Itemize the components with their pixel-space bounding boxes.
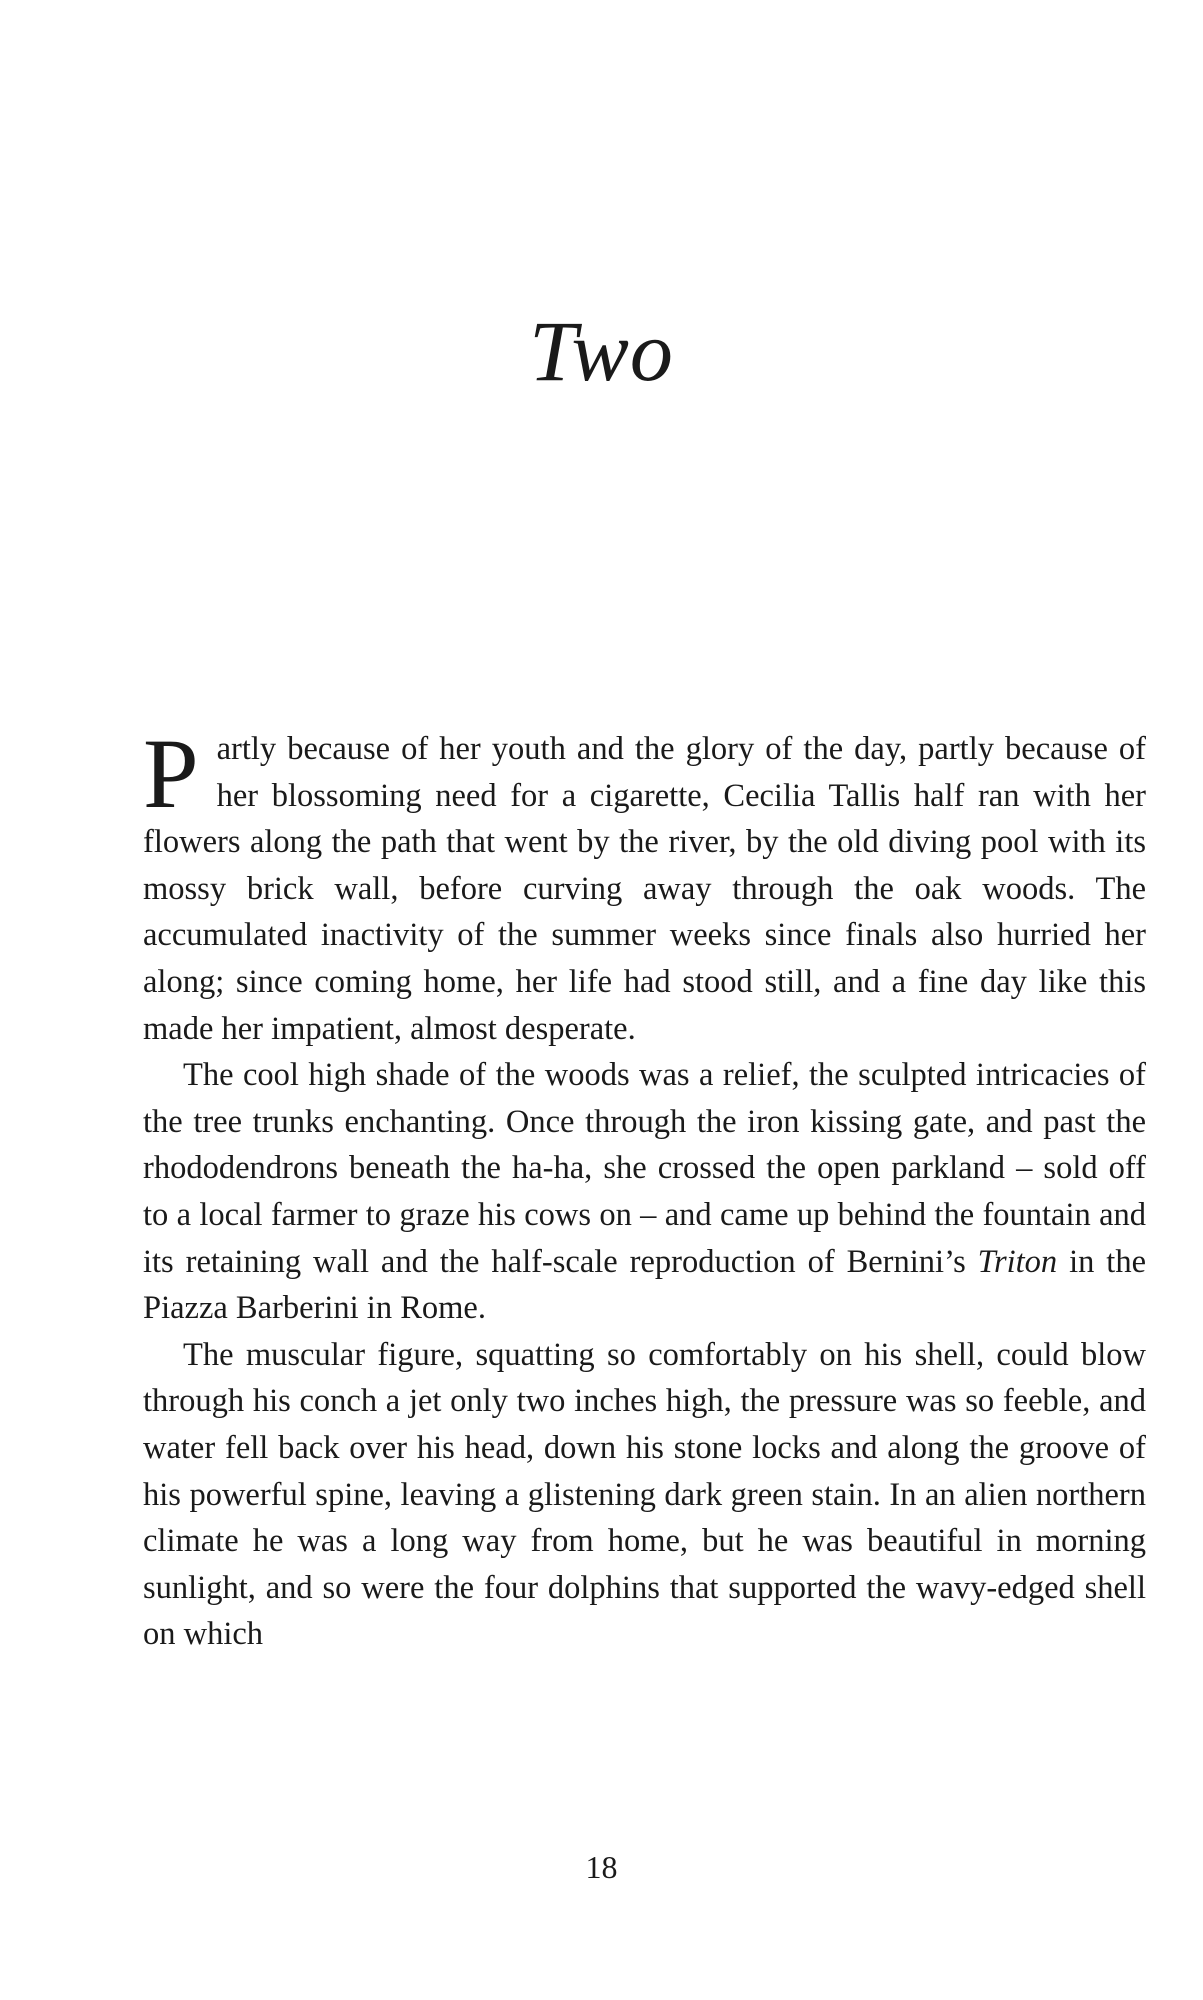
paragraph-3-text: The muscular figure, squatting so comfortably on his shell, could blow through his conch a jet only two inches high, the pressure was so feeble, and water fell back over his head, down his stone locks and along the groove of his powerful spine, leaving a glistening dark green stain. In an alien northern climate he was a long way from home, but he was beautiful in morning sunlight, and so were the four dolphins that supported the wavy-edged shell on which	[143, 1336, 1146, 1653]
paragraph-2-text-after: in the Piazza Barberini in Rome.	[143, 1243, 1146, 1327]
chapter-title: Two	[529, 303, 674, 399]
paragraph-1	[143, 718, 1146, 1052]
paragraph-3	[143, 1332, 1146, 1658]
page-number: 18	[585, 1849, 618, 1885]
paragraph-2	[143, 1052, 1146, 1332]
paragraph-1-text: artly because of her youth and the glory of the day, partly because of her blossoming need for a cigarette, Cecilia Tallis half ran with her flowers along the path that went by the river, by the old diving pool with its mossy brick wall, before curving away through the oak woods. The accumulated inactivity of the summer weeks since finals also hurried her along; since coming home, her life had stood still, and a fine day like this made her impatient, almost desperate.	[143, 731, 1146, 1047]
drop-cap: P	[143, 718, 199, 829]
paragraph-2-text-before: The cool high shade of the woods was a relief, the sculpted intricacies of the tree trunks enchanting. Once through the iron kissing gate, and past the rhododendrons beneath the ha-ha, she crossed the open parkland – sold off to a local farmer to graze his cows on – and came up behind the fountain and its retaining wall and the half-scale reproduction of Bernini’s	[143, 1057, 1146, 1280]
italic-title: Triton	[977, 1243, 1058, 1280]
body-text	[143, 718, 1146, 1658]
